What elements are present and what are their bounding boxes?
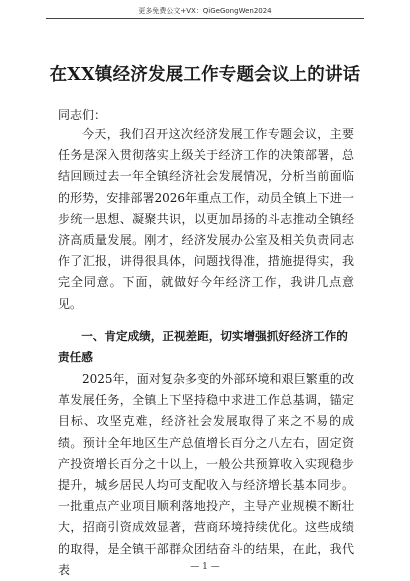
salutation: 同志们：	[58, 108, 107, 122]
body-paragraph-intro: 今天，我们召开这次经济发展工作专题会议，主要任务是深入贯彻落实上级关于经济工作的决策部署，总结回顾过去一年全镇经济社会发展情况，分析当前面临的形势，安排部署2026年重点工作，动员全镇上下进一步统一思想、凝聚共识，以更加昂扬的斗志推动全镇经济高质量发展。刚才，经济发展办公室及相关负责同志作了汇报，讲得很具体，问题找得准，措施提得实，我完全同意。下面，就做好今年经济工作，我讲几点意见。	[58, 127, 354, 311]
header-divider	[46, 18, 364, 19]
section-heading-1: 一、肯定成绩，正视差距，切实增强抓好经济工作的责任感	[58, 329, 348, 365]
body-paragraph-achievements: 2025年，面对复杂多变的外部环境和艰巨繁重的改革发展任务，全镇上下坚持稳中求进工作总基调，锚定目标、攻坚克难，经济社会发展取得了来之不易的成绩。预计全年地区生产总值增长百分之八左右，固定资产投资增长百分之十以上，一般公共预算收入实现稳步提升，城乡居民人均可支配收入与经济增长基本同步。一批重点产业项目顺利落地投产，主导产业规模不断壮大，招商引资成效显著，营商环境持续优化。这些成绩的取得，是全镇干部群众团结奋斗的结果，在此，我代表	[58, 372, 354, 577]
page-header-text: 更多免费公文+VX：QiGeGongWen2024	[138, 7, 272, 15]
document-title: 在XX镇经济发展工作专题会议上的讲话	[49, 65, 361, 85]
page-number: — 1 —	[190, 562, 220, 572]
